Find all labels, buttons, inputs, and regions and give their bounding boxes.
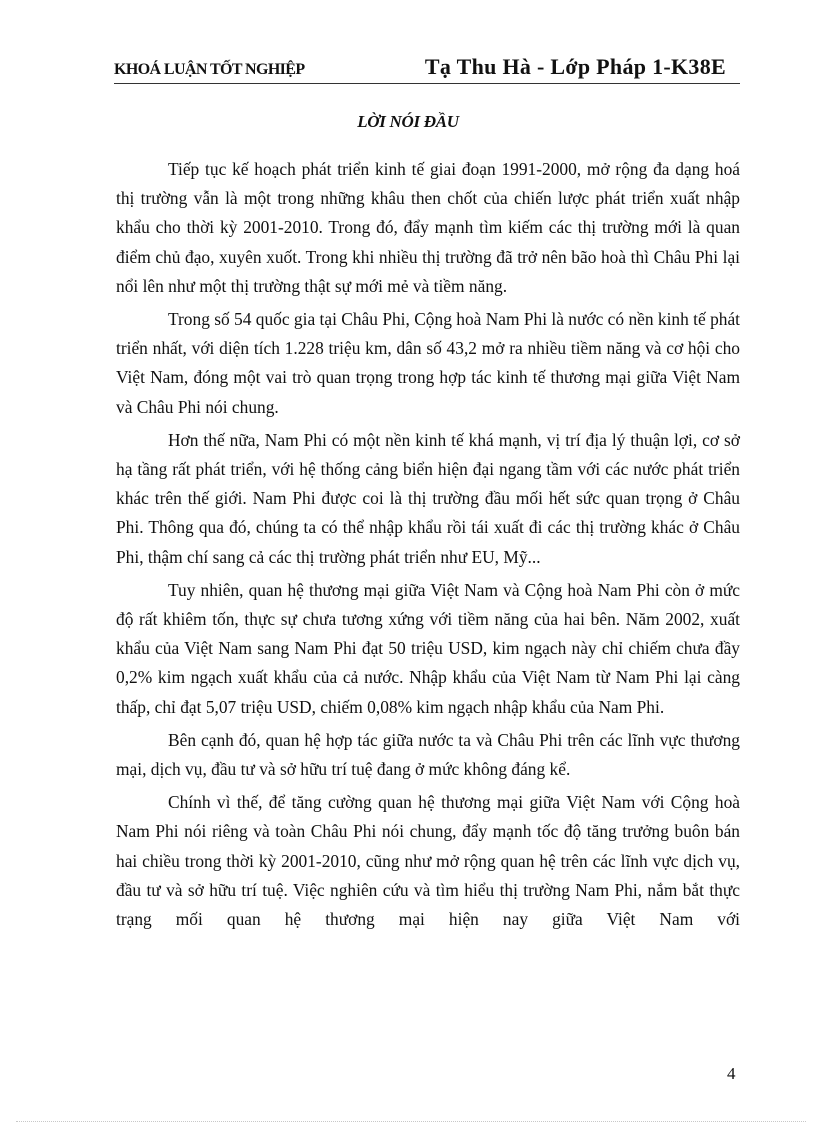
paragraph: Bên cạnh đó, quan hệ hợp tác giữa nước ta và Châu Phi trên các lĩnh vực thương mại, dịch vụ, đầu tư và sở hữu trí tuệ đang ở mức không đáng kể. bbox=[116, 729, 740, 780]
running-header bbox=[114, 50, 740, 84]
paragraph: Trong số 54 quốc gia tại Châu Phi, Cộng hoà Nam Phi là nước có nền kinh tế phát triển nhất, với diện tích 1.228 triệu km, dân số 43,2 mở ra nhiều tiềm năng và cơ hội cho Việt Nam, đóng một vai trò quan trọng trong hợp tác kinh tế thương mại giữa Việt Nam và Châu Phi nói chung. bbox=[116, 309, 741, 417]
page-boundary-divider bbox=[16, 1121, 806, 1122]
header-author-class: Tạ Thu Hà - Lớp Pháp 1-K38E bbox=[424, 54, 726, 79]
page-number: 4 bbox=[727, 1064, 736, 1083]
paragraph: Tuy nhiên, quan hệ thương mại giữa Việt Nam và Cộng hoà Nam Phi còn ở mức độ rất khiêm tốn, thực sự chưa tương xứng với tiềm năng của hai bên. Năm 2002, xuất khẩu của Việt Nam sang Nam Phi đạt 50 triệu USD, kim ngạch này chỉ chiếm chưa đầy 0,2% kim ngạch xuất khẩu của cả nước. Nhập khẩu của Việt Nam từ Nam Phi lại càng thấp, chỉ đạt 5,07 triệu USD, chiếm 0,08% kim ngạch nhập khẩu của Nam Phi. bbox=[116, 579, 740, 717]
paragraph: Tiếp tục kế hoạch phát triển kinh tế giai đoạn 1991-2000, mở rộng đa dạng hoá thị trường vẫn là một trong những khâu then chốt của chiến lược phát triển xuất nhập khẩu cho thời kỳ 2001-2010. Trong đó, đẩy mạnh tìm kiếm các thị trường mới là quan điểm chủ đạo, xuyên xuốt. Trong khi nhiều thị trường đã trở nên bão hoà thì Châu Phi lại nổi lên như một thị trường thật sự mới mẻ và tiềm năng. bbox=[116, 159, 740, 296]
header-thesis-label: KHOÁ LUẬN TỐT NGHIỆP bbox=[114, 61, 305, 78]
paragraph: Chính vì thế, để tăng cường quan hệ thương mại giữa Việt Nam với Cộng hoà Nam Phi nói riêng và toàn Châu Phi nói chung, đẩy mạnh tốc độ tăng trưởng buôn bán hai chiều trong thời kỳ 2001-2010, cũng như mở rộng quan hệ trên các lĩnh vực dịch vụ, đầu tư và sở hữu trí tuệ. Việc nghiên cứu và tìm hiểu thị trường Nam Phi, nắm bắt thực trạng mối quan hệ thương mại hiện nay giữa Việt Nam với bbox=[116, 792, 740, 930]
paragraph: Hơn thế nữa, Nam Phi có một nền kinh tế khá mạnh, vị trí địa lý thuận lợi, cơ sở hạ tầng rất phát triển, với hệ thống cảng biển hiện đại ngang tầm với các nước phát triển khác trên thế giới. Nam Phi được coi là thị trường đầu mối hết sức quan trọng ở Châu Phi. Thông qua đó, chúng ta có thể nhập khẩu rồi tái xuất đi các thị trường khác ở Châu Phi, thậm chí sang cả các thị trường phát triển như EU, Mỹ... bbox=[116, 429, 740, 567]
section-title: LỜI NÓI ĐẦU bbox=[357, 112, 459, 131]
body-text bbox=[116, 155, 740, 938]
